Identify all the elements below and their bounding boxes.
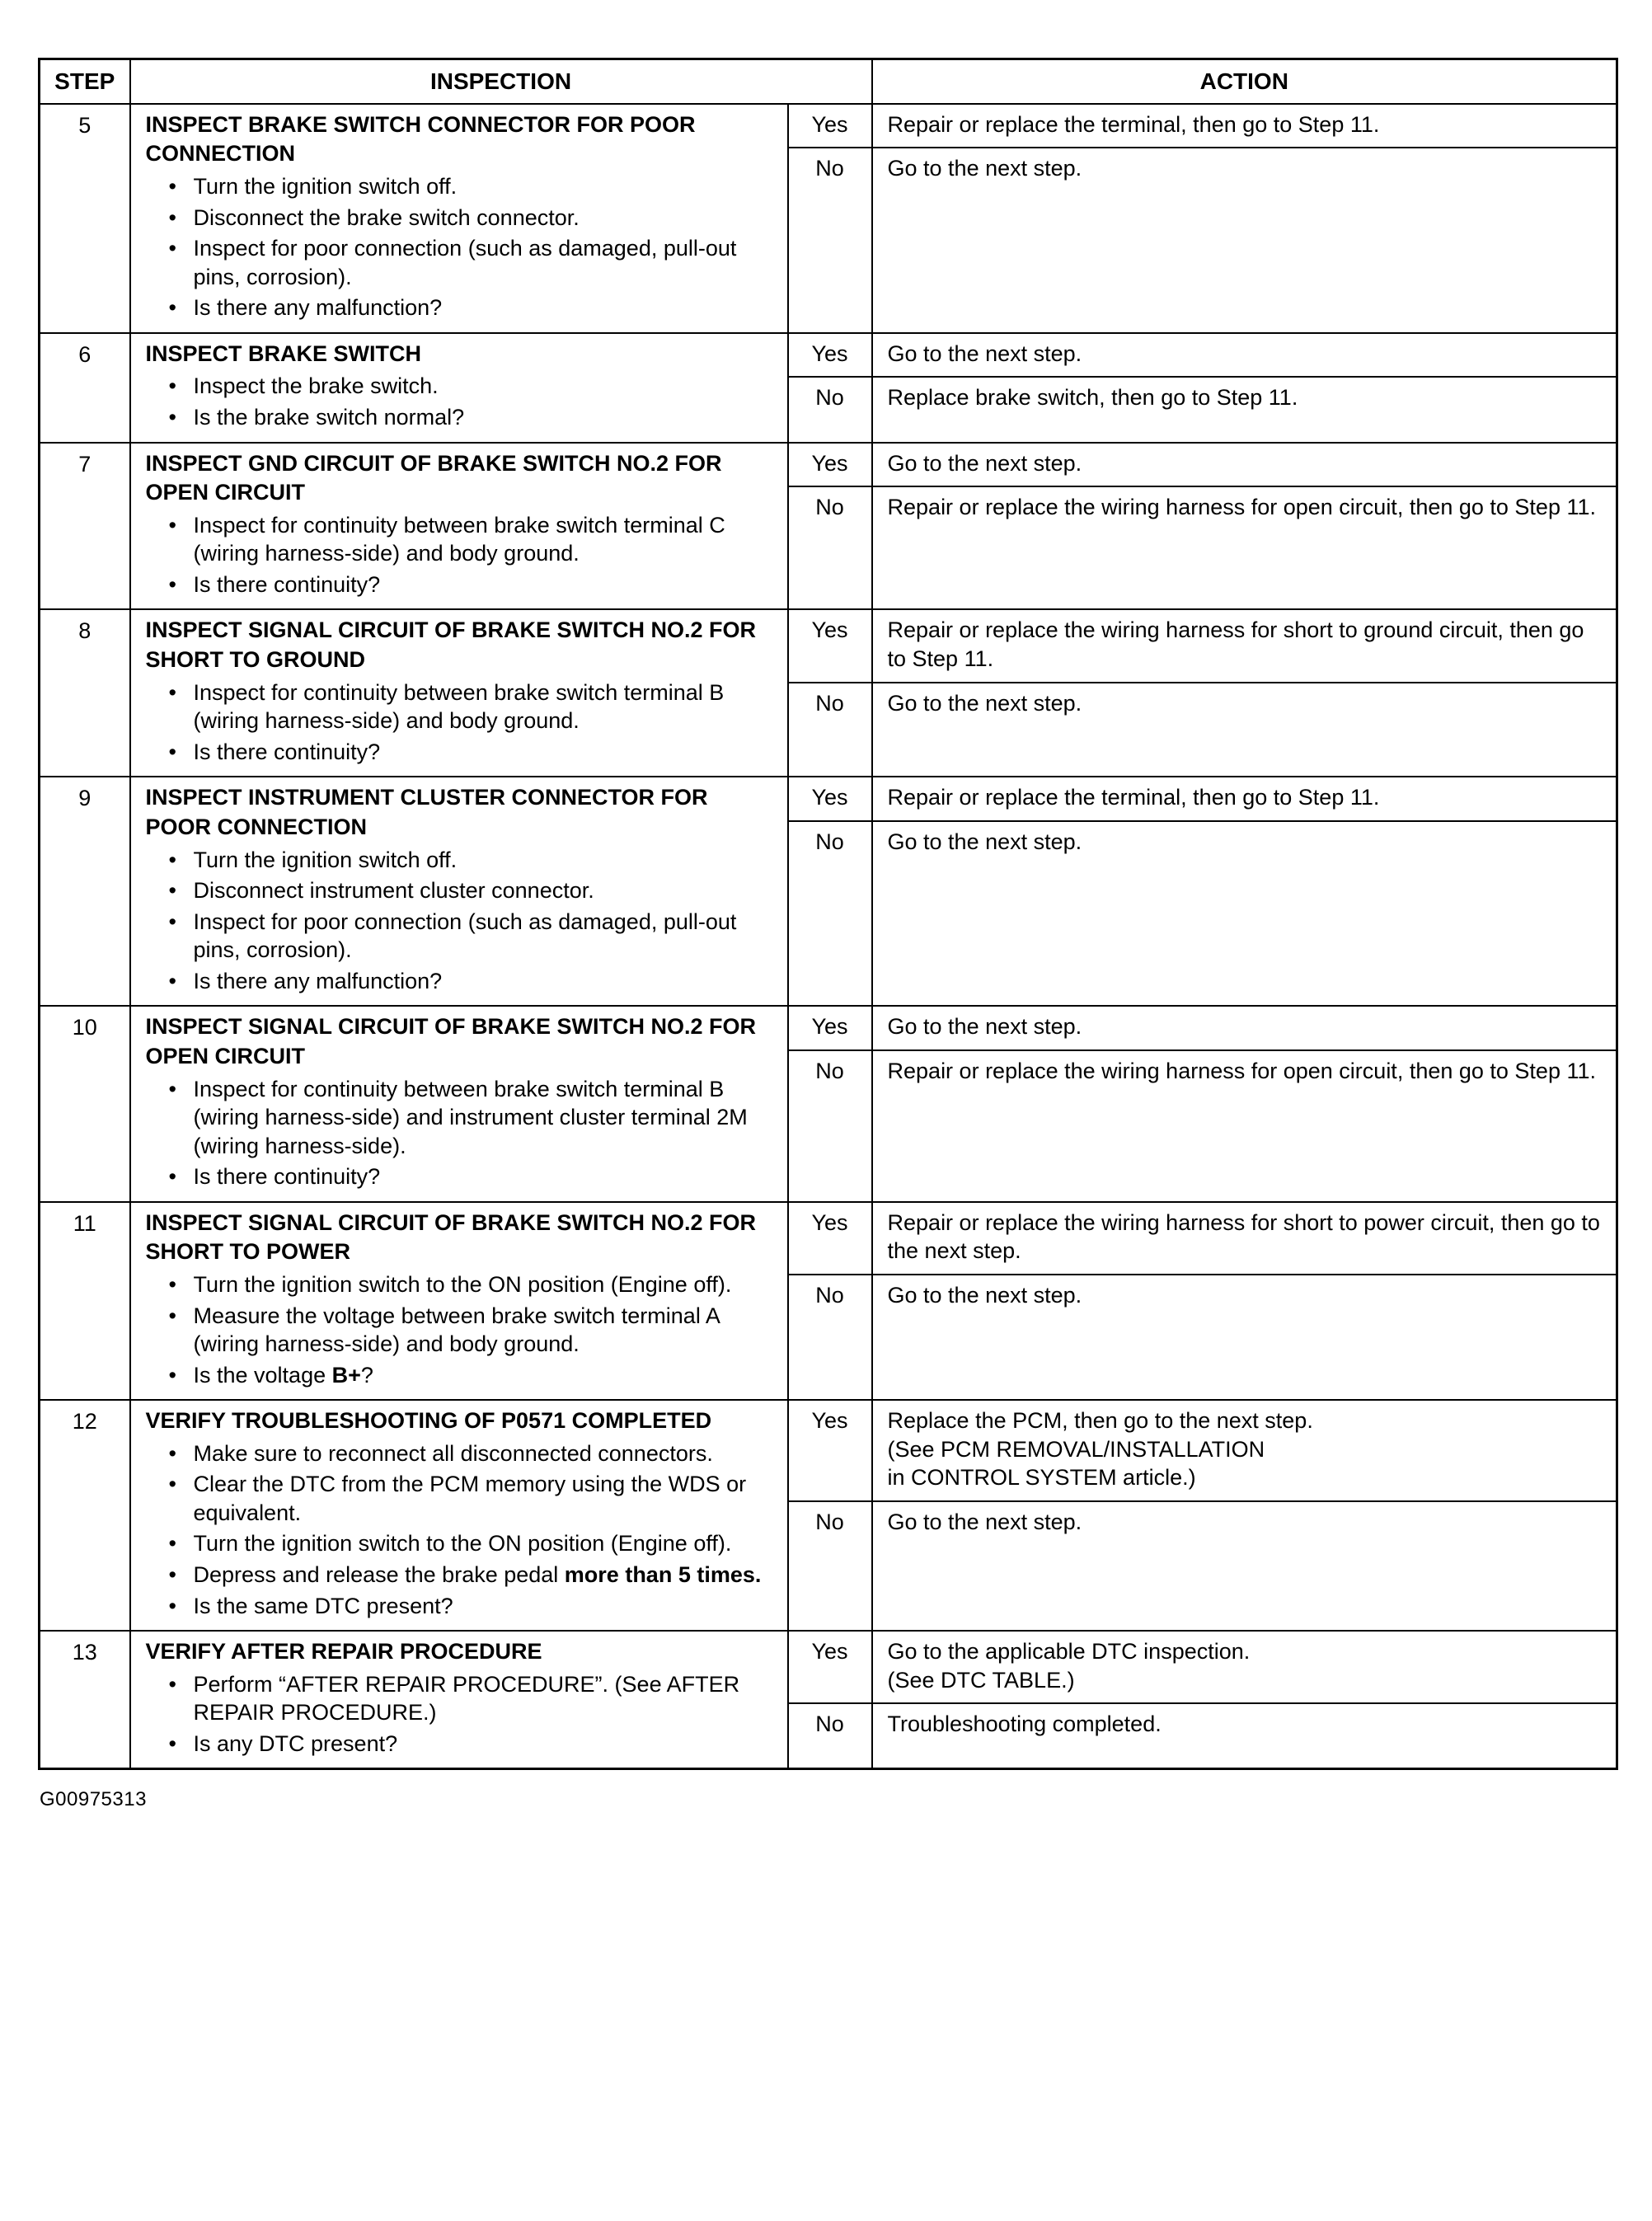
inspection-bullets — [146, 172, 777, 322]
action-cell — [872, 333, 1617, 378]
inspection-bullets — [146, 511, 777, 599]
action-cell — [872, 609, 1617, 682]
inspection-title: VERIFY TROUBLESHOOTING OF P0571 COMPLETED — [145, 1408, 712, 1434]
inspection-bullet: • Is there continuity? — [146, 738, 777, 767]
step-number: 8 — [78, 618, 92, 644]
action-line: Repair or replace the wiring harness for short to ground circuit, then go to Step 11. — [887, 617, 1584, 671]
action-line: Go to the next step. — [887, 1014, 1082, 1040]
action-line: Repair or replace the wiring harness for open circuit, then go to Step 11. — [887, 1058, 1596, 1083]
inspection-cell — [130, 1006, 788, 1201]
inspection-bullets — [146, 679, 777, 767]
step-cell — [40, 104, 130, 333]
action-line: Replace brake switch, then go to Step 11. — [887, 385, 1298, 411]
branch-label-cell: No — [788, 821, 872, 1006]
branch-label-cell: Yes — [788, 1006, 872, 1050]
action-line: (See DTC TABLE.) — [887, 1667, 1075, 1693]
step-cell — [40, 1006, 130, 1201]
step-number: 5 — [78, 112, 92, 138]
table-row — [40, 1202, 1617, 1275]
inspection-cell — [130, 777, 788, 1006]
step-cell — [40, 1400, 130, 1631]
steps-body — [40, 104, 1617, 1769]
inspection-bullet: • Perform “AFTER REPAIR PROCEDURE”. (See AFTER REPAIR PROCEDURE.) — [146, 1670, 777, 1727]
branch-label-cell: Yes — [788, 1400, 872, 1501]
branch-label-cell: No — [788, 1703, 872, 1769]
step-cell — [40, 609, 130, 777]
inspection-bullet: • Inspect for continuity between brake switch terminal B (wiring harness-side) and body ground. — [146, 679, 777, 735]
inspection-bullets — [146, 846, 777, 996]
branch-label-cell: Yes — [788, 443, 872, 487]
action-line: Go to the next step. — [887, 450, 1082, 476]
inspection-cell — [130, 609, 788, 777]
inspection-bullet: • Is there any malfunction? — [146, 967, 777, 996]
action-line: Go to the next step. — [887, 690, 1082, 716]
action-line: Repair or replace the wiring harness for open circuit, then go to Step 11. — [887, 495, 1596, 520]
table-row — [40, 1400, 1617, 1501]
inspection-bullet: • Turn the ignition switch off. — [146, 172, 777, 201]
inspection-bullets — [146, 1075, 777, 1191]
table-row — [40, 777, 1617, 821]
inspection-bullet: • Turn the ignition switch to the ON position (Engine off). — [146, 1270, 777, 1299]
inspection-bullet: • Is the same DTC present? — [146, 1592, 777, 1621]
inspection-bullet: • Is there continuity? — [146, 1162, 777, 1191]
step-number: 9 — [78, 786, 92, 811]
inspection-bullet: • Is the voltage B+? — [146, 1361, 777, 1390]
action-cell — [872, 821, 1617, 1006]
table-row — [40, 1006, 1617, 1050]
action-cell — [872, 104, 1617, 148]
inspection-title: INSPECT BRAKE SWITCH CONNECTOR FOR POOR CONNECTION — [145, 111, 696, 167]
branch-label-cell: Yes — [788, 333, 872, 378]
inspection-cell — [130, 333, 788, 443]
branch-label-cell: No — [788, 148, 872, 332]
inspection-bullets — [146, 372, 777, 431]
action-line: in CONTROL SYSTEM article.) — [887, 1465, 1196, 1491]
action-line: Go to the next step. — [887, 156, 1082, 181]
inspection-cell — [130, 104, 788, 333]
header-row — [40, 59, 1617, 104]
step-number: 7 — [78, 451, 92, 477]
step-cell — [40, 1202, 130, 1400]
action-line: Repair or replace the terminal, then go to Step 11. — [887, 785, 1380, 810]
action-cell — [872, 777, 1617, 821]
action-line: Go to the next step. — [887, 829, 1082, 854]
action-line: Go to the next step. — [887, 340, 1082, 366]
action-line: (See PCM REMOVAL/INSTALLATION — [887, 1436, 1265, 1462]
branch-label-cell: No — [788, 1050, 872, 1202]
action-line: Go to the next step. — [887, 1282, 1082, 1308]
branch-label-cell: No — [788, 683, 872, 777]
inspection-bullet: • Clear the DTC from the PCM memory using the WDS or equivalent. — [146, 1470, 777, 1527]
inspection-cell — [130, 1202, 788, 1400]
step-cell — [40, 443, 130, 610]
action-cell — [872, 1501, 1617, 1631]
inspection-bullet: • Inspect the brake switch. — [146, 372, 777, 401]
action-line: Go to the next step. — [887, 1509, 1082, 1534]
action-cell — [872, 486, 1617, 609]
inspection-bullet: • Inspect for poor connection (such as damaged, pull-out pins, corrosion). — [146, 908, 777, 965]
inspection-title: INSPECT SIGNAL CIRCUIT OF BRAKE SWITCH NO.2 FOR SHORT TO POWER — [145, 1209, 757, 1265]
step-number: 11 — [73, 1210, 96, 1236]
step-number: 12 — [72, 1409, 97, 1434]
inspection-bullet: • Is the brake switch normal? — [146, 403, 777, 432]
inspection-cell — [130, 1400, 788, 1631]
inspection-title: VERIFY AFTER REPAIR PROCEDURE — [145, 1639, 542, 1665]
action-line: Troubleshooting completed. — [887, 1712, 1162, 1737]
branch-label-cell: Yes — [788, 777, 872, 821]
inspection-bullet: • Is any DTC present? — [146, 1730, 777, 1758]
branch-label-cell: No — [788, 486, 872, 609]
action-cell — [872, 683, 1617, 777]
branch-label-cell: Yes — [788, 609, 872, 682]
action-cell — [872, 1400, 1617, 1501]
action-line: Replace the PCM, then go to the next step. — [887, 1408, 1313, 1434]
action-cell — [872, 1202, 1617, 1275]
action-line: Repair or replace the terminal, then go to Step 11. — [887, 111, 1380, 137]
inspection-bullet: • Turn the ignition switch to the ON position (Engine off). — [146, 1529, 777, 1558]
table-row — [40, 443, 1617, 487]
inspection-cell — [130, 443, 788, 610]
inspection-bullet: • Measure the voltage between brake switch terminal A (wiring harness-side) and body ground. — [146, 1302, 777, 1359]
inspection-bullet: • Disconnect the brake switch connector. — [146, 204, 777, 232]
inspection-bullets — [146, 1670, 777, 1758]
figure-code: G00975313 — [40, 1788, 147, 1811]
step-cell — [40, 333, 130, 443]
inspection-title: INSPECT GND CIRCUIT OF BRAKE SWITCH NO.2 FOR OPEN CIRCUIT — [145, 450, 722, 505]
step-number: 6 — [78, 341, 92, 367]
action-cell — [872, 1050, 1617, 1202]
inspection-bullet: • Turn the ignition switch off. — [146, 846, 777, 875]
inspection-bullet: • Is there continuity? — [146, 571, 777, 599]
action-cell — [872, 1006, 1617, 1050]
action-cell — [872, 1631, 1617, 1703]
action-cell — [872, 443, 1617, 487]
action-cell — [872, 377, 1617, 442]
step-number: 10 — [72, 1015, 97, 1040]
branch-label-cell: Yes — [788, 1202, 872, 1275]
header-inspection: INSPECTION — [130, 59, 872, 104]
inspection-cell — [130, 1631, 788, 1769]
inspection-title: INSPECT BRAKE SWITCH — [145, 340, 422, 366]
inspection-title: INSPECT SIGNAL CIRCUIT OF BRAKE SWITCH NO.2 FOR OPEN CIRCUIT — [145, 1014, 757, 1068]
inspection-bullets — [146, 1270, 777, 1389]
step-cell — [40, 1631, 130, 1769]
inspection-bullet: • Inspect for continuity between brake switch terminal C (wiring harness-side) and body ground. — [146, 511, 777, 568]
inspection-title: INSPECT SIGNAL CIRCUIT OF BRAKE SWITCH NO.2 FOR SHORT TO GROUND — [145, 617, 757, 673]
action-line: Go to the applicable DTC inspection. — [887, 1639, 1251, 1665]
branch-label-cell: No — [788, 377, 872, 442]
inspection-bullet: • Make sure to reconnect all disconnected connectors. — [146, 1439, 777, 1468]
header-step: STEP — [40, 59, 130, 104]
branch-label-cell: No — [788, 1501, 872, 1631]
inspection-bullet: • Is there any malfunction? — [146, 293, 777, 322]
action-cell — [872, 148, 1617, 332]
table-row — [40, 104, 1617, 148]
inspection-bullet: • Inspect for continuity between brake switch terminal B (wiring harness-side) and instrument cluster terminal 2M (wiring harness-side). — [146, 1075, 777, 1161]
table-row — [40, 333, 1617, 378]
step-cell — [40, 777, 130, 1006]
table-row — [40, 1631, 1617, 1703]
action-line: Repair or replace the wiring harness for short to power circuit, then go to the next step. — [887, 1209, 1600, 1264]
inspection-bullet: • Depress and release the brake pedal more than 5 times. — [146, 1561, 777, 1589]
action-cell — [872, 1703, 1617, 1769]
inspection-bullet: • Disconnect instrument cluster connector. — [146, 876, 777, 905]
branch-label-cell: No — [788, 1275, 872, 1400]
inspection-bullets — [146, 1439, 777, 1620]
inspection-title: INSPECT INSTRUMENT CLUSTER CONNECTOR FOR POOR CONNECTION — [145, 785, 708, 839]
branch-label-cell: Yes — [788, 1631, 872, 1703]
inspection-bullet: • Inspect for poor connection (such as damaged, pull-out pins, corrosion). — [146, 234, 777, 291]
table-row — [40, 609, 1617, 682]
branch-label-cell: Yes — [788, 104, 872, 148]
step-number: 13 — [72, 1640, 97, 1665]
troubleshooting-table — [38, 58, 1618, 1770]
action-cell — [872, 1275, 1617, 1400]
header-action: ACTION — [872, 59, 1617, 104]
